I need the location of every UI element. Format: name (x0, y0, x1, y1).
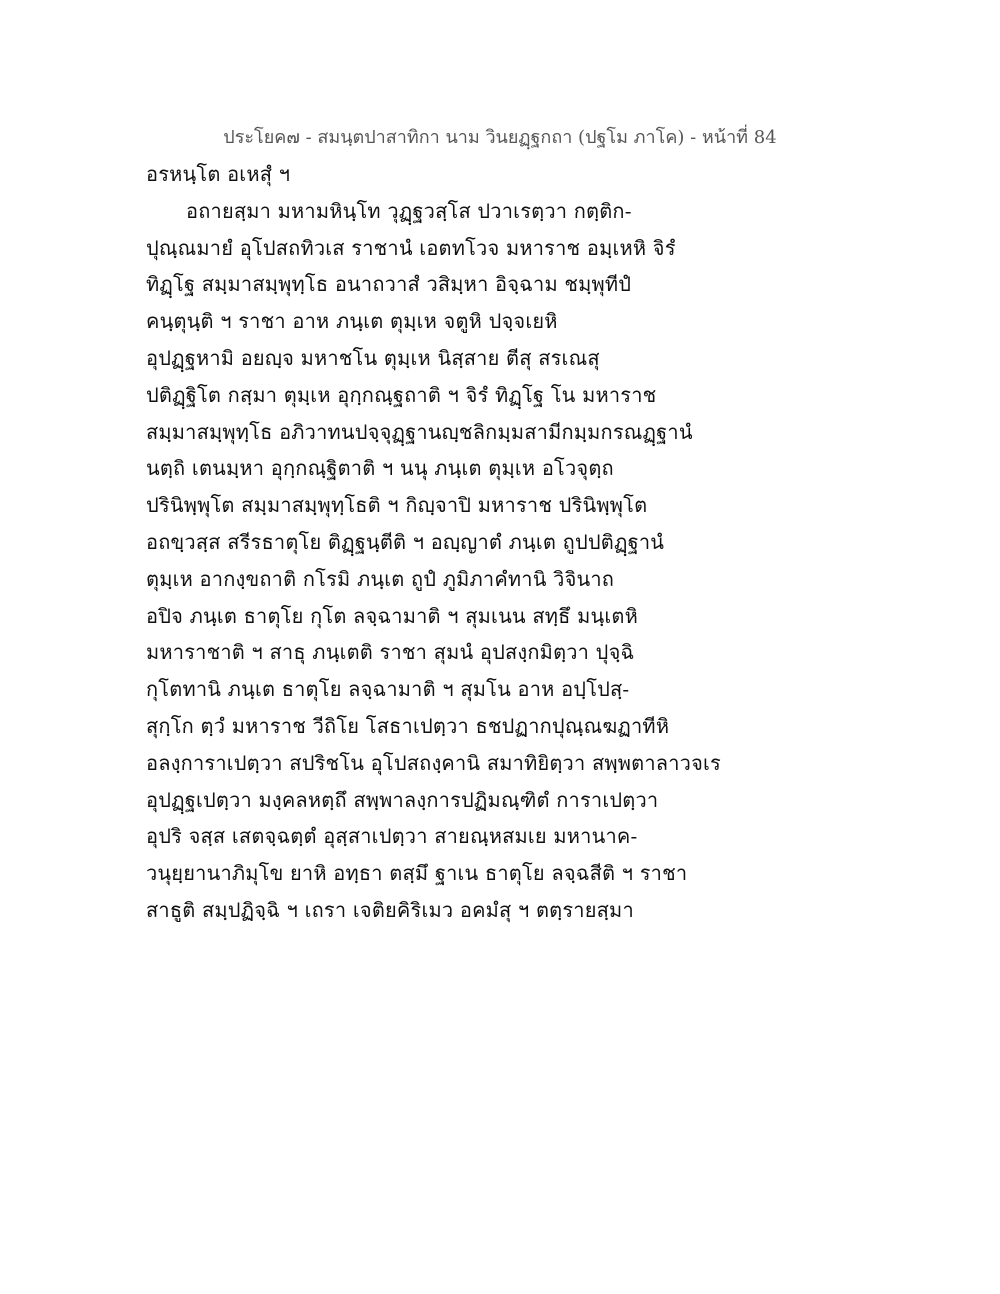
running-header (0, 122, 1000, 151)
text-line: สมฺมาสมฺพุทฺโธ อภิวาทนปจฺจุฏฺฐานญฺชลิกมฺมสามีกมฺมกรณฏฺฐานํ (146, 419, 693, 444)
text-line: ตุมฺเห อากงฺขถาติ กโรมิ ภนฺเต ถูปํ ภูมิภาคํทานิ วิจินาถ (146, 566, 615, 591)
text-line: นตฺถิ เตนมฺหา อุกฺกณฺฐิตาติ ฯ นนุ ภนฺเต ตุมฺเห อโวจุตฺถ (146, 456, 614, 481)
text-line: สุกฺโก ตฺวํ มหาราช วีถิโย โสธาเปตฺวา ธชปฏากปุณฺณฆฏาทีหิ (146, 713, 670, 738)
text-line: อุปฏฺฐเปตฺวา มงฺคลหตฺถึ สพฺพาลงฺการปฏิมณฺฑิตํ การาเปตฺวา (146, 787, 659, 812)
text-line: มหาราชาติ ฯ สาธุ ภนฺเตติ ราชา สุมนํ อุปสงฺกมิตฺวา ปุจฺฉิ (146, 640, 635, 665)
text-line: สาธูติ สมฺปฏิจฺฉิ ฯ เถรา เจติยคิริเมว อคมํสุ ฯ ตตฺรายสฺมา (146, 897, 634, 922)
text-line: อุปริ จสฺส เสตจฺฉตฺตํ อุสฺสาเปตฺวา สายณฺหสมเย มหานาค- (146, 824, 638, 849)
text-line: กุโตทานิ ภนฺเต ธาตุโย ลจฺฉามาติ ฯ สุมโน อาห อปฺโปสฺ- (146, 677, 630, 702)
text-line: อรหนฺโต อเหสุํ ฯ (146, 162, 291, 186)
text-line: อลงฺการาเปตฺวา สปริชโน อุโปสถงฺคานิ สมาทิยิตฺวา สพฺพตาลาวจเร (146, 750, 721, 775)
text-line: วนุยฺยานาภิมุโข ยาหิ อทฺธา ตสฺมึ ฐาเน ธาตุโย ลจฺฉสีติ ฯ ราชา (146, 861, 688, 886)
running-header-text: ประโยค๗ - สมนฺตปาสาทิกา นาม วินยฏฺฐกถา (ปฐโม ภาโค) - หน้าที่ 84 (223, 127, 777, 148)
body-text (146, 156, 866, 929)
text-line: อุปฏฺฐหามิ อยญฺจ มหาชโน ตุมฺเห นิสฺสาย ตีสุ สรเณสุ (146, 345, 600, 370)
text-line: ปุณฺณมายํ อุโปสถทิวเส ราชานํ เอตทโวจ มหาราช อมฺเหหิ จิรํ (146, 235, 676, 260)
text-line: อถขฺวสฺส สรีรธาตุโย ติฏฺฐนฺตีติ ฯ อญฺญาตํ ภนฺเต ถูปปติฏฺฐานํ (146, 529, 665, 554)
text-line: ปติฏฺฐิโต กสฺมา ตุมฺเห อุกฺกณฺฐถาติ ฯ จิรํ ทิฏฺโฐ โน มหาราช (146, 382, 657, 407)
text-line: อปิจ ภนฺเต ธาตุโย กุโต ลจฺฉามาติ ฯ สุมเนน สทฺธึ มนฺเตหิ (146, 603, 638, 628)
text-line: คนฺตุนฺติ ฯ ราชา อาห ภนฺเต ตุมฺเห จตูหิ ปจฺจเยหิ (146, 309, 558, 334)
text-line: ปรินิพฺพุโต สมฺมาสมฺพุทฺโธติ ฯ กิญฺจาปิ มหาราช ปรินิพฺพุโต (146, 493, 648, 518)
text-line: อถายสฺมา มหามหินฺโท วุฏฺฐวสฺโส ปวาเรตฺวา กตฺติก- (186, 198, 632, 223)
text-line: ทิฏฺโฐ สมฺมาสมฺพุทฺโธ อนาถวาสํ วสิมฺหา อิจฺฉาม ชมฺพุทีปํ (146, 272, 632, 297)
